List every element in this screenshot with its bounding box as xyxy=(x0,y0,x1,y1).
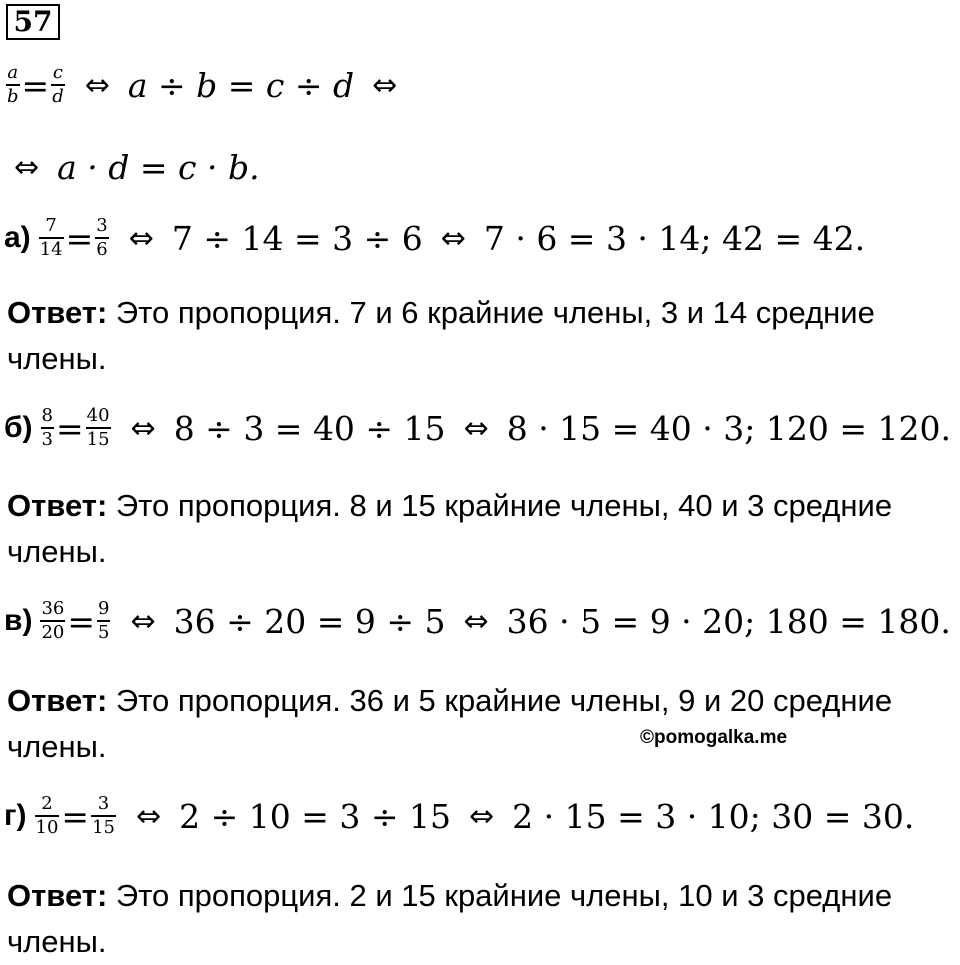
rule-division-form: a ÷ b = c ÷ d xyxy=(127,65,355,105)
fraction-denominator: 3 xyxy=(41,429,53,450)
fraction-numerator: 2 xyxy=(41,793,53,814)
answer-label: Ответ: xyxy=(7,295,108,330)
equivalence-arrow-icon: ⇔ xyxy=(130,603,156,639)
multiplication-form: 7 · 6 = 3 · 14; 42 = 42. xyxy=(483,218,866,258)
item-fraction-1 xyxy=(39,215,64,261)
division-form: 7 ÷ 14 = 3 ÷ 6 xyxy=(171,218,423,258)
task-number-box xyxy=(6,4,60,40)
fraction-numerator: 8 xyxy=(41,405,53,426)
fraction-numerator: 9 xyxy=(98,598,110,619)
answer-text-continued: члены. xyxy=(7,924,107,959)
multiplication-form: 36 · 5 = 9 · 20; 180 = 180. xyxy=(506,601,951,641)
item-fraction-2 xyxy=(91,793,116,839)
equals-sign: = xyxy=(65,218,94,258)
equivalence-arrow-icon: ⇔ xyxy=(84,67,110,103)
item-fraction-2 xyxy=(86,405,111,451)
item-letter: б) xyxy=(4,411,33,444)
fraction-denominator: 10 xyxy=(35,817,59,838)
equivalence-arrow-icon: ⇔ xyxy=(463,603,489,639)
item-letter: в) xyxy=(4,604,33,637)
answer-text-continued: члены. xyxy=(7,729,107,764)
answer-label: Ответ: xyxy=(7,683,108,718)
item-fraction-1 xyxy=(41,405,54,451)
equals-sign: = xyxy=(61,796,90,836)
answer-text: Это пропорция. 7 и 6 крайние члены, 3 и 14 средние xyxy=(107,295,875,330)
equivalence-arrow-icon: ⇔ xyxy=(128,220,154,256)
item-b-equation xyxy=(4,405,951,451)
item-a-answer xyxy=(7,290,947,382)
fraction-denominator: d xyxy=(52,86,64,107)
fraction-denominator: 15 xyxy=(86,429,110,450)
fraction-denominator: b xyxy=(7,86,19,107)
equivalence-arrow-icon: ⇔ xyxy=(468,798,495,834)
fraction-numerator: a xyxy=(7,62,19,83)
answer-label: Ответ: xyxy=(7,488,108,523)
answer-text: Это пропорция. 36 и 5 крайние члены, 9 и 20 средние xyxy=(107,683,893,718)
fraction-numerator: 7 xyxy=(45,215,57,236)
fraction-numerator: 40 xyxy=(86,405,110,426)
equivalence-arrow-icon: ⇔ xyxy=(440,220,466,256)
fraction-denominator: 5 xyxy=(98,622,110,643)
rule-multiplication-form: a · d = c · b. xyxy=(57,148,260,187)
answer-text-continued: члены. xyxy=(7,341,107,376)
item-g-answer xyxy=(7,873,947,965)
fraction-denominator: 14 xyxy=(39,239,63,260)
equivalence-arrow-icon: ⇔ xyxy=(372,67,398,103)
rule-fraction-2 xyxy=(51,62,65,108)
division-form: 36 ÷ 20 = 9 ÷ 5 xyxy=(173,601,446,641)
fraction-numerator: c xyxy=(52,62,63,83)
item-v-equation xyxy=(4,598,951,644)
fraction-numerator: 3 xyxy=(96,215,108,236)
item-fraction-1 xyxy=(40,598,65,644)
fraction-numerator: 36 xyxy=(41,598,65,619)
fraction-denominator: 15 xyxy=(92,817,115,838)
item-fraction-2 xyxy=(97,598,110,644)
answer-text-continued: члены. xyxy=(7,534,107,569)
rule-line-2 xyxy=(14,148,260,187)
equals-sign: = xyxy=(67,601,95,641)
watermark: ©pomogalka.me xyxy=(640,727,788,748)
item-g-equation xyxy=(4,793,914,839)
fraction-numerator: 3 xyxy=(97,793,110,814)
equivalence-arrow-icon: ⇔ xyxy=(135,798,162,834)
item-fraction-2 xyxy=(95,215,108,261)
equals-sign: = xyxy=(55,408,84,448)
multiplication-form: 2 · 15 = 3 · 10; 30 = 30. xyxy=(512,796,915,836)
equivalence-arrow-icon: ⇔ xyxy=(463,410,489,446)
task-number: 57 xyxy=(13,5,53,38)
division-form: 8 ÷ 3 = 40 ÷ 15 xyxy=(173,408,446,448)
equals-sign: = xyxy=(21,65,50,105)
fraction-denominator: 6 xyxy=(96,239,108,260)
answer-text: Это пропорция. 8 и 15 крайние члены, 40 и 3 средние xyxy=(107,488,893,523)
multiplication-form: 8 · 15 = 40 · 3; 120 = 120. xyxy=(506,408,951,448)
item-letter: а) xyxy=(4,221,31,254)
item-fraction-1 xyxy=(35,793,60,839)
answer-text: Это пропорция. 2 и 15 крайние члены, 10 и 3 средние xyxy=(107,878,893,913)
equivalence-arrow-icon: ⇔ xyxy=(130,410,156,446)
division-form: 2 ÷ 10 = 3 ÷ 15 xyxy=(179,796,451,836)
item-b-answer xyxy=(7,483,947,575)
rule-fraction-1 xyxy=(6,62,20,108)
fraction-denominator: 20 xyxy=(41,622,65,643)
item-v-answer xyxy=(7,678,947,770)
equivalence-arrow-icon: ⇔ xyxy=(14,150,40,185)
answer-label: Ответ: xyxy=(7,878,108,913)
rule-line-1 xyxy=(4,62,415,108)
item-letter: г) xyxy=(4,799,27,832)
item-a-equation xyxy=(4,215,865,261)
